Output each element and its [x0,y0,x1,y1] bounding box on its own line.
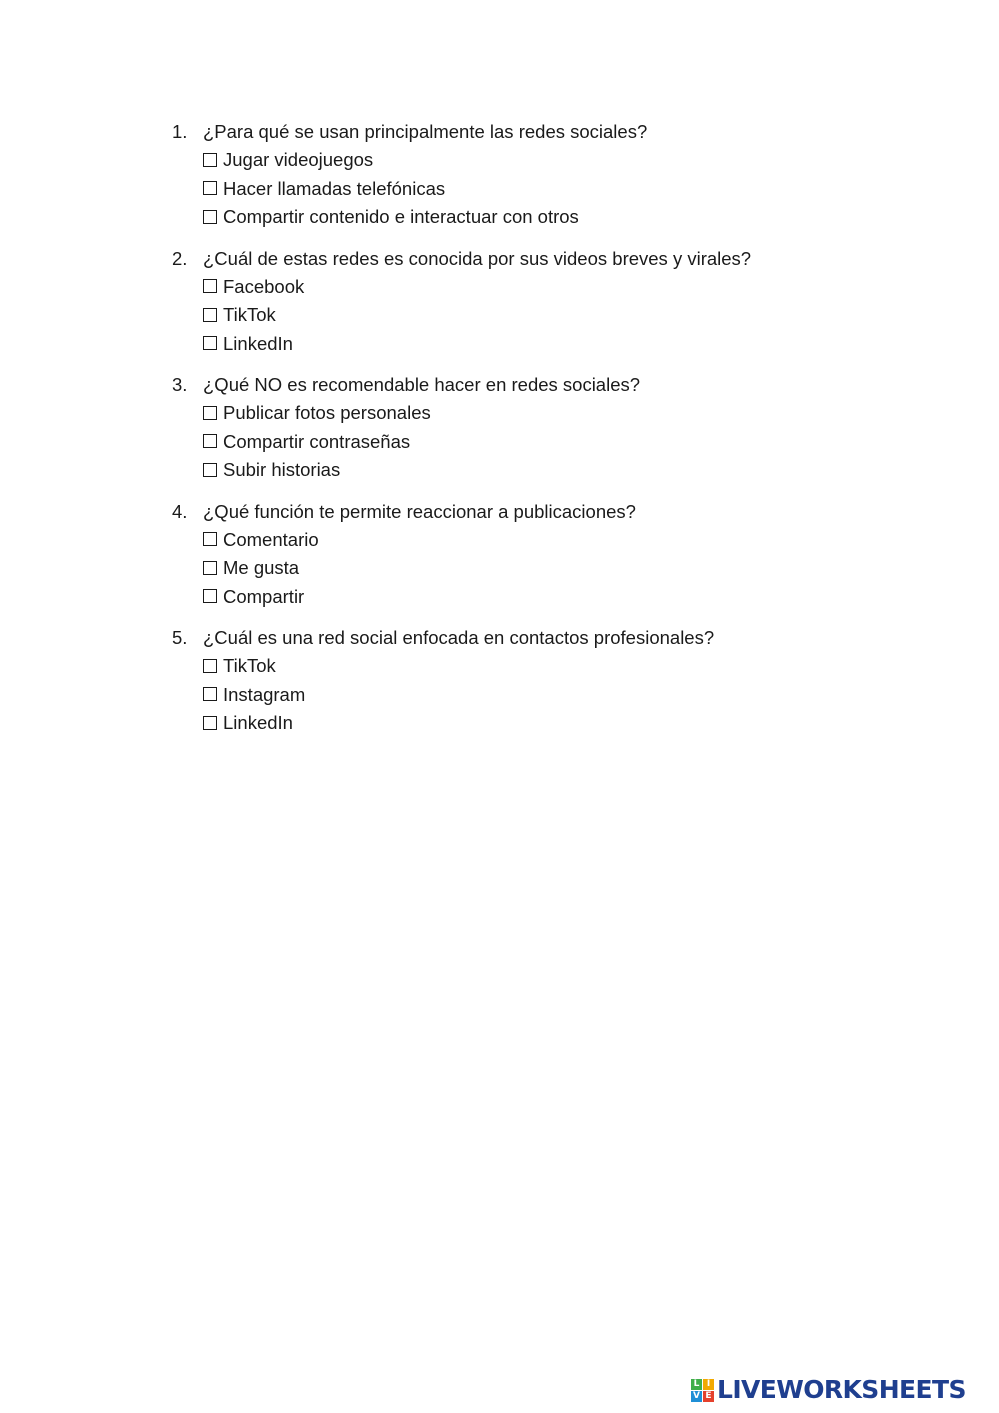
question-text: ¿Qué función te permite reaccionar a publicaciones? [203,500,636,522]
option-label: Publicar fotos personales [223,402,431,423]
question-1 [172,118,872,232]
logo-badge-icon [691,1379,714,1402]
checkbox[interactable] [203,561,217,575]
checkbox[interactable] [203,532,217,546]
option-me-gusta[interactable] [172,554,872,583]
option-compartir-contrasenas[interactable] [172,428,872,457]
logo-badge-letter: I [703,1379,714,1390]
checkbox[interactable] [203,589,217,603]
question-number: 2. [172,247,188,269]
checkbox[interactable] [203,463,217,477]
checkbox[interactable] [203,659,217,673]
question-number: 3. [172,374,188,395]
checkbox[interactable] [203,716,217,730]
option-facebook[interactable] [172,273,872,302]
option-label: TikTok [223,304,276,325]
question-line [172,624,872,652]
option-label: Compartir contraseñas [223,430,411,452]
checkbox[interactable] [203,687,217,701]
checkbox[interactable] [203,181,217,195]
option-compartir-contenido[interactable] [172,203,872,232]
checkbox[interactable] [203,434,217,448]
question-text: ¿Cuál de estas redes es conocida por sus videos breves y virales? [203,247,752,269]
checkbox[interactable] [203,153,217,167]
question-number: 5. [172,627,188,648]
question-3 [172,371,872,485]
option-label: Compartir [223,585,305,607]
option-compartir[interactable] [172,583,872,612]
question-2 [172,245,872,359]
option-label: Instagram [223,683,306,705]
logo-text: LIVEWORKSHEETS [717,1375,966,1404]
question-line [172,371,872,399]
question-5 [172,624,872,738]
option-label: Jugar videojuegos [223,149,374,170]
option-instagram[interactable] [172,681,872,710]
option-label: Compartir contenido e interactuar con otros [223,206,579,227]
option-label: LinkedIn [223,332,293,354]
option-subir-historias[interactable] [172,456,872,485]
checkbox[interactable] [203,406,217,420]
question-4 [172,498,872,612]
checkbox[interactable] [203,336,217,350]
question-text: ¿Qué NO es recomendable hacer en redes sociales? [203,374,641,395]
question-number: 4. [172,500,188,522]
option-label: Comentario [223,528,319,550]
logo-badge-letter: V [691,1391,702,1402]
checkbox[interactable] [203,308,217,322]
option-tiktok[interactable] [172,652,872,681]
question-text: ¿Para qué se usan principalmente las redes sociales? [203,121,648,142]
option-tiktok[interactable] [172,301,872,330]
option-linkedin[interactable] [172,330,872,359]
logo-badge-letter: L [691,1379,702,1390]
liveworksheets-logo[interactable] [691,1375,966,1405]
option-hacer-llamadas[interactable] [172,175,872,204]
option-linkedin[interactable] [172,709,872,738]
question-line [172,498,872,526]
option-label: Facebook [223,275,305,297]
option-jugar-videojuegos[interactable] [172,146,872,175]
option-label: Hacer llamadas telefónicas [223,177,446,199]
option-comentario[interactable] [172,526,872,555]
checkbox[interactable] [203,210,217,224]
question-text: ¿Cuál es una red social enfocada en contactos profesionales? [203,627,715,648]
checkbox[interactable] [203,279,217,293]
option-label: Subir historias [223,459,341,480]
logo-badge-letter: E [703,1391,714,1402]
option-label: TikTok [223,655,276,676]
quiz [172,118,872,751]
option-label: LinkedIn [223,712,293,733]
question-number: 1. [172,121,188,142]
question-line [172,245,872,273]
option-publicar-fotos[interactable] [172,399,872,428]
option-label: Me gusta [223,557,300,578]
question-line [172,118,872,146]
